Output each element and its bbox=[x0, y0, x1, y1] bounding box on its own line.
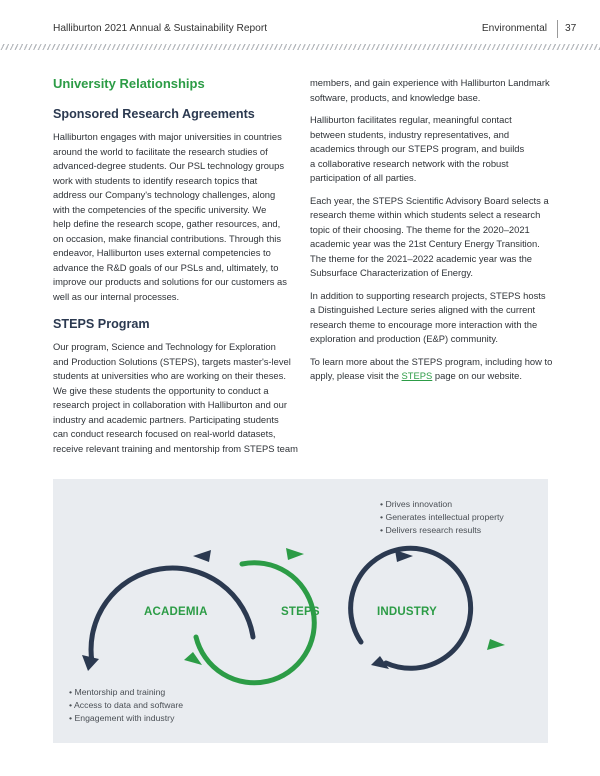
text-line: work with students to identify research topics that bbox=[53, 174, 258, 186]
benefits-list bbox=[69, 686, 183, 725]
list-item: • Access to data and software bbox=[69, 700, 184, 710]
text-line: around the world to facilitate the research studies of bbox=[53, 145, 268, 157]
section-name: Environmental bbox=[481, 23, 547, 34]
text-line: The theme for the 2021–2022 academic year was the bbox=[310, 252, 533, 264]
text-fragment: apply, please visit the bbox=[310, 370, 402, 381]
text-line: with the competencies of the specific university. We bbox=[53, 203, 267, 215]
steps-cycle-diagram bbox=[53, 479, 548, 743]
text-line: Halliburton facilitates regular, meaningful contact bbox=[310, 114, 512, 125]
text-line: topic of their choosing. The theme for the 2020–2021 bbox=[310, 223, 530, 235]
label-industry: INDUSTRY bbox=[377, 606, 437, 618]
header-hatch-rule bbox=[0, 44, 600, 50]
text-line: participation of all parties. bbox=[310, 172, 417, 183]
text-line: improve our products and solutions for our customers as bbox=[53, 276, 287, 287]
label-academia: ACADEMIA bbox=[144, 606, 208, 618]
steps-page-link[interactable]: STEPS bbox=[401, 370, 433, 381]
text-line: between students, industry representatives, and bbox=[310, 128, 510, 140]
label-steps: STEPS bbox=[281, 606, 320, 618]
text-line: exploration and production (E&P) community. bbox=[310, 333, 498, 344]
header-divider bbox=[557, 20, 558, 38]
heading-steps-program: STEPS Program bbox=[53, 317, 150, 331]
text-line: receive relevant training and mentorship from STEPS team bbox=[53, 442, 298, 454]
text-line: advance the R&D goals of our PSLs and, ultimately, to bbox=[53, 261, 279, 273]
list-item: • Mentorship and training bbox=[69, 687, 166, 697]
heading-sponsored-research: Sponsored Research Agreements bbox=[53, 107, 255, 121]
text-line: Halliburton engages with major universities in countries bbox=[53, 131, 282, 142]
report-title: Halliburton 2021 Annual & Sustainability Report bbox=[53, 23, 268, 34]
text-line: address our Company's technology challenges, along bbox=[53, 189, 276, 200]
text-line: advanced-degree students. Our PSL technology groups bbox=[53, 160, 285, 171]
text-line: members, and gain experience with Halliburton Landmark bbox=[310, 77, 550, 88]
paragraph-learn-more bbox=[310, 355, 553, 384]
text-line: well as our internal processes. bbox=[53, 290, 180, 302]
heading-university-relationships: University Relationships bbox=[53, 76, 205, 91]
page-number: 37 bbox=[565, 23, 577, 34]
academia-top-arrowhead bbox=[193, 550, 211, 562]
paragraph-sponsored-research bbox=[53, 130, 293, 304]
text-line: Subsurface Characterization of Energy. bbox=[310, 267, 473, 278]
text-line: can conduct research focused on real-world datasets, bbox=[53, 428, 276, 439]
text-fragment: page on our website. bbox=[432, 370, 522, 381]
text-line: a Distinguished Lecture series aligned with the current bbox=[310, 304, 536, 315]
left-column bbox=[53, 76, 298, 456]
academia-arrowhead bbox=[82, 655, 99, 671]
list-item: • Generates intellectual property bbox=[380, 512, 504, 522]
text-line: Each year, the STEPS Scientific Advisory Board selects a bbox=[310, 194, 549, 206]
paragraph-advisory-board bbox=[310, 194, 550, 281]
text-line: Our program, Science and Technology for Exploration bbox=[53, 341, 276, 352]
text-line: industry and academic partners. Participating students bbox=[53, 413, 279, 425]
list-item: • Delivers research results bbox=[380, 525, 482, 535]
text-line bbox=[310, 369, 550, 384]
text-line: students at universities who are working on their theses. bbox=[53, 370, 286, 381]
paragraph-contact bbox=[310, 113, 550, 186]
text-line: research theme to encourage more interaction with the bbox=[310, 318, 538, 330]
text-line: software, products, and knowledge base. bbox=[310, 91, 481, 103]
paragraph-continuation bbox=[310, 76, 550, 105]
text-line: endeavor, Halliburton uses external competencies to bbox=[53, 247, 271, 258]
text-line: help define the research scope, gather resources, and, bbox=[53, 218, 281, 229]
paragraph-steps-program bbox=[53, 340, 298, 456]
steps-bottom-arrowhead bbox=[184, 652, 202, 665]
list-item: • Drives innovation bbox=[380, 499, 453, 509]
text-line: research theme within which students select a research bbox=[310, 209, 541, 220]
right-column bbox=[310, 76, 553, 384]
text-line: on occasion, make financial contributions. Through this bbox=[53, 232, 282, 244]
industry-top-arrowhead bbox=[395, 550, 413, 562]
paragraph-lecture-series bbox=[310, 289, 550, 347]
text-line: We give these students the opportunity to conduct a bbox=[53, 384, 269, 396]
text-line: research project in collaboration with Halliburton and our bbox=[53, 399, 287, 410]
text-line: a collaborative research network with the robust bbox=[310, 157, 509, 169]
page-header bbox=[0, 0, 600, 48]
text-line: To learn more about the STEPS program, including how to bbox=[310, 355, 553, 367]
text-line: and Production Solutions (STEPS), targets master's-level bbox=[53, 355, 291, 367]
list-item: • Engagement with industry bbox=[69, 713, 175, 723]
text-line: academics through our STEPS program, and builds bbox=[310, 143, 525, 154]
steps-top-arrowhead bbox=[286, 548, 304, 560]
industry-right-arrowhead bbox=[487, 639, 505, 650]
text-line: academic year was the 21st Century Energy Transition. bbox=[310, 238, 540, 249]
text-line: In addition to supporting research projects, STEPS hosts bbox=[310, 289, 546, 301]
